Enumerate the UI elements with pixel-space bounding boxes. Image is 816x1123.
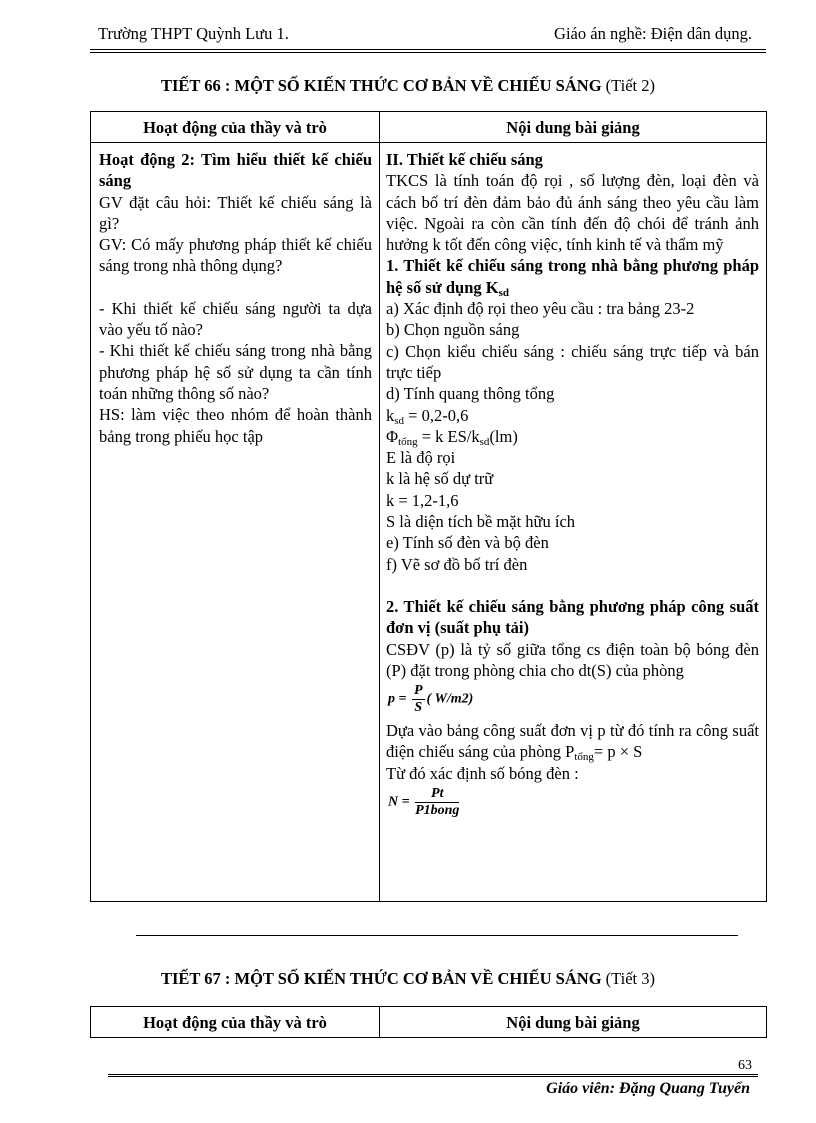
col-header-activities: Hoạt động của thầy và trò <box>91 112 380 143</box>
lamp-count-formula: N = $\frac{Pt}{\text{P1bong}}$ <box>388 786 460 819</box>
header-subject: Giáo án nghề: Điện dân dụng. <box>554 24 752 43</box>
footer-rule <box>108 1074 758 1077</box>
header-rule <box>90 49 766 53</box>
step-d: d) Tính quang thông tổng <box>386 384 555 404</box>
unit-power-formula: p = $\frac{P}{S}$ ( W/m2) <box>388 683 474 716</box>
spacer <box>386 575 759 596</box>
lesson-67-title <box>0 969 816 989</box>
section-heading: II. Thiết kế chiếu sáng <box>386 150 543 169</box>
step-e: e) Tính số đèn và bộ đèn <box>386 533 549 553</box>
csdv-definition: CSĐV (p) là tỷ số giữa tổng cs điện toàn bộ bóng đèn (P) đặt trong phòng chia cho dt(S) của phòng <box>386 639 759 680</box>
question-3: - Khi thiết kế chiếu sáng người ta dựa vào yếu tố nào? <box>99 298 372 340</box>
question-2: GV: Có mấy phương pháp thiết kế chiếu sáng trong nhà thông dụng? <box>99 235 372 276</box>
lamp-count-text: Từ đó xác định số bóng đèn : <box>386 763 579 783</box>
s-definition: S là diện tích bề mặt hữu ích <box>386 512 576 532</box>
lesson-66-title-main: TIẾT 66 : MỘT SỐ KIẾN THỨC CƠ BẢN VỀ CHIẾU SÁNG <box>160 76 602 95</box>
section-separator <box>136 935 738 936</box>
total-power-text: Dựa vào bảng công suất đơn vị p từ đó tính ra công suất điện chiếu sáng của phòng $P_{tổng}= p \times S$ <box>386 721 759 764</box>
lesson-67-title-suffix: (Tiết 3) <box>601 969 656 988</box>
col-header-content: Nội dung bài giảng <box>380 1007 767 1038</box>
lesson-67-title-main: TIẾT 67 : MỘT SỐ KIẾN THỨC CƠ BẢN VỀ CHIẾU SÁNG <box>160 969 602 988</box>
col-header-activities: Hoạt động của thầy và trò <box>91 1007 380 1038</box>
step-b: b) Chọn nguồn sáng <box>386 320 520 340</box>
flux-formula: $\Phi_{tổng} = k$ $ES/k_{sd}(lm)$ <box>386 426 518 448</box>
question-4: - Khi thiết kế chiếu sáng trong nhà bằng phương pháp hệ số sử dụng ta cần tính toán những thông số nào? <box>99 341 372 403</box>
content-cell <box>380 143 767 902</box>
activities-cell <box>91 143 380 902</box>
page-number: 63 <box>738 1058 752 1073</box>
lesson-67-table <box>90 1006 767 1038</box>
k-range: k = 1,2-1,6 <box>386 490 459 510</box>
lesson-66-title <box>0 76 816 96</box>
intro-paragraph: TKCS là tính toán độ rọi , số lượng đèn, loại đèn và cách bố trí đèn đảm bảo đủ ánh sáng theo yêu cầu làm việc. Ngoài ra còn cần tính đến độ chói để tránh ảnh hưởng k tốt đến công việc, tính kinh tế và thẩm mỹ <box>386 171 759 255</box>
step-f: f) Vẽ sơ đồ bố trí đèn <box>386 554 528 574</box>
e-definition: E là độ rọi <box>386 448 456 468</box>
col-header-content: Nội dung bài giảng <box>380 112 767 143</box>
footer-teacher: Giáo viên: Đặng Quang Tuyển <box>546 1080 750 1097</box>
spacer <box>99 277 372 298</box>
student-task: HS: làm việc theo nhóm để hoàn thành bảng trong phiếu học tập <box>99 405 372 446</box>
header-school: Trường THPT Quỳnh Lưu 1. <box>98 24 289 43</box>
lesson-66-table <box>90 111 767 902</box>
step-a: a) Xác định độ rọi theo yêu cầu : tra bảng 23-2 <box>386 299 695 319</box>
k-definition: k là hệ số dự trữ <box>386 469 494 489</box>
question-1: GV đặt câu hỏi: Thiết kế chiếu sáng là gì? <box>99 192 372 233</box>
lesson-66-title-suffix: (Tiết 2) <box>601 76 656 95</box>
method-1-title: 1. Thiết kế chiếu sáng trong nhà bằng phương pháp hệ số sử dụng $K_{sd}$ <box>386 256 759 299</box>
ksd-range: $k_{sd} = 0,2-0,6$ <box>386 405 469 427</box>
activity-heading: Hoạt động 2: Tìm hiểu thiết kế chiếu sáng <box>99 150 372 191</box>
method-2-title: 2. Thiết kế chiếu sáng bằng phương pháp công suất đơn vị (suất phụ tải) <box>386 596 759 638</box>
step-c: c) Chọn kiểu chiếu sáng : chiếu sáng trực tiếp và bán trực tiếp <box>386 341 759 382</box>
